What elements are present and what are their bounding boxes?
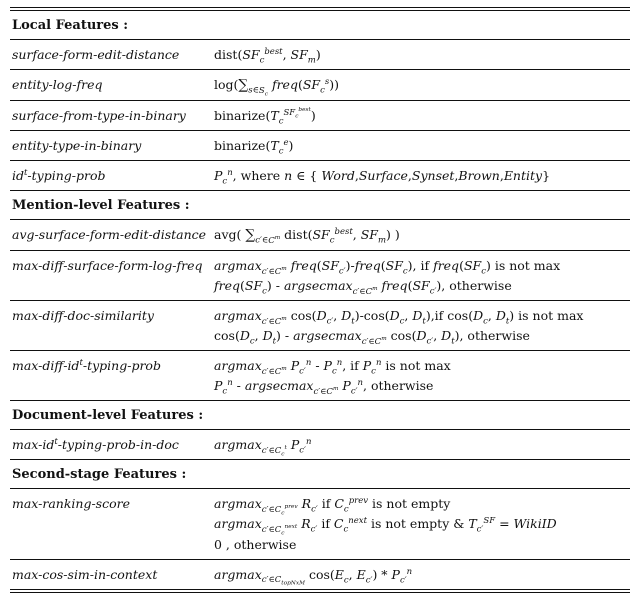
formula-line: $P_c^n$, where n ∈ { Word,Surface,Synset,Brown,Entity} xyxy=(214,167,551,187)
formula-line: avg( $\sum_{c'\in C^m}$ $dist(SF_c^{best}$, $SF_m$) ) xyxy=(214,226,400,246)
formula-line: argmax$_{c'\in C_c^t}$ $P_{c'}^n$ xyxy=(214,436,312,458)
formula-line: argmax$_{c'\in C_{topNxM}}$ $\cos(E_c$, $E_{c'}) * P_{c'}^n$ xyxy=(214,566,413,587)
feature-row xyxy=(10,131,630,161)
features-table xyxy=(10,7,630,593)
feature-row xyxy=(10,161,630,191)
section-header: Mention-level Features : xyxy=(10,191,630,220)
feature-name: max-ranking-score xyxy=(12,496,130,512)
formula-line: argmax$_{c'\in C_c^{next}}$ $R_{c'}$ if $C_c^{next}$ is not empty & $T_{c'}^{SF}$ = WikiID xyxy=(214,516,557,537)
feature-row xyxy=(10,251,630,301)
feature-row xyxy=(10,101,630,131)
feature-name: max-diff-doc-similarity xyxy=(12,308,154,323)
formula-line: argmax$_{c'\in C^m}$ $P_{c'}^n - P_c^n$, if $P_c^n$ is not max xyxy=(214,357,451,377)
feature-formula xyxy=(214,75,630,96)
feature-name: max-cos-sim-in-context xyxy=(12,566,158,582)
formula-line: $\log(\sum_{s\in S_c}$ $freq(SF_c^s)$) xyxy=(214,76,340,98)
feature-formula xyxy=(214,136,630,156)
feature-name: entity-log-freq xyxy=(12,77,103,92)
feature-formula xyxy=(214,435,630,458)
feature-name: $\max-id^t-typing-prob-in$-doc xyxy=(12,436,179,452)
feature-formula xyxy=(214,166,630,186)
formula-line: $binarize(T_c^e)$ xyxy=(214,137,294,157)
feature-row xyxy=(10,40,630,70)
section-header: Local Features : xyxy=(10,11,630,40)
formula-line: $P_c^n$ - argsecmax$_{c'\in C^m}$ $P_{c'}^n$, otherwise xyxy=(214,377,434,397)
formula-line: argmax$_{c'\in C^m}$ $\cos(D_{c'}$, $D_t)-\cos(D_c$, $D_t),if$ $\cos(D_c$, $D_t$) is not max xyxy=(214,308,584,327)
feature-formula xyxy=(214,306,630,346)
formula-line: $binarize(T_c^{SF_c^{best}})$ xyxy=(214,107,316,127)
feature-row xyxy=(10,430,630,460)
feature-formula xyxy=(214,565,630,585)
formula-line: 0 , otherwise xyxy=(214,536,297,552)
feature-name: $\max-diff-id^t-typing$-prob xyxy=(12,357,161,373)
feature-row xyxy=(10,560,630,589)
feature-row xyxy=(10,70,630,101)
feature-row xyxy=(10,351,630,401)
feature-name: max-diff-surface-form-log-freq xyxy=(12,258,203,273)
formula-line: $dist(SF_c^{best}$, $SF_m$) xyxy=(214,46,321,66)
feature-formula xyxy=(214,494,630,554)
feature-name: entity-type-in-binary xyxy=(12,138,142,153)
section-header: Second-stage Features : xyxy=(10,460,630,489)
feature-formula xyxy=(214,45,630,65)
section-header: Document-level Features : xyxy=(10,401,630,430)
feature-name: surface-form-edit-distance xyxy=(12,47,180,62)
feature-row xyxy=(10,301,630,351)
formula-line: argmax$_{c'\in C^m}$ $freq(SF_{c'})-freq(SF_c)$, if $freq(SF_c)$ is not max xyxy=(214,258,561,277)
feature-name: avg-surface-form-edit-distance xyxy=(12,227,207,242)
feature-formula xyxy=(214,256,630,296)
feature-name: $id^t-typing$-prob xyxy=(12,167,106,183)
formula-line: $freq(SF_c)$ - argsecmax$_{c'\in C^m}$ $freq(SF_{c'})$, otherwise xyxy=(214,278,512,297)
feature-formula xyxy=(214,106,630,126)
feature-name: surface-from-type-in-binary xyxy=(12,108,186,123)
feature-formula xyxy=(214,356,630,396)
feature-row xyxy=(10,489,630,559)
feature-row xyxy=(10,220,630,251)
formula-line: argmax$_{c'\in C_c^{prev}}$ $R_{c'}$ if $C_c^{prev}$ is not empty xyxy=(214,496,451,517)
formula-line: $\cos(D_c$, $D_t$) - argsecmax$_{c'\in C^m}$ $\cos(D_{c'}$, $D_t$), otherwise xyxy=(214,328,530,347)
feature-formula xyxy=(214,225,630,246)
